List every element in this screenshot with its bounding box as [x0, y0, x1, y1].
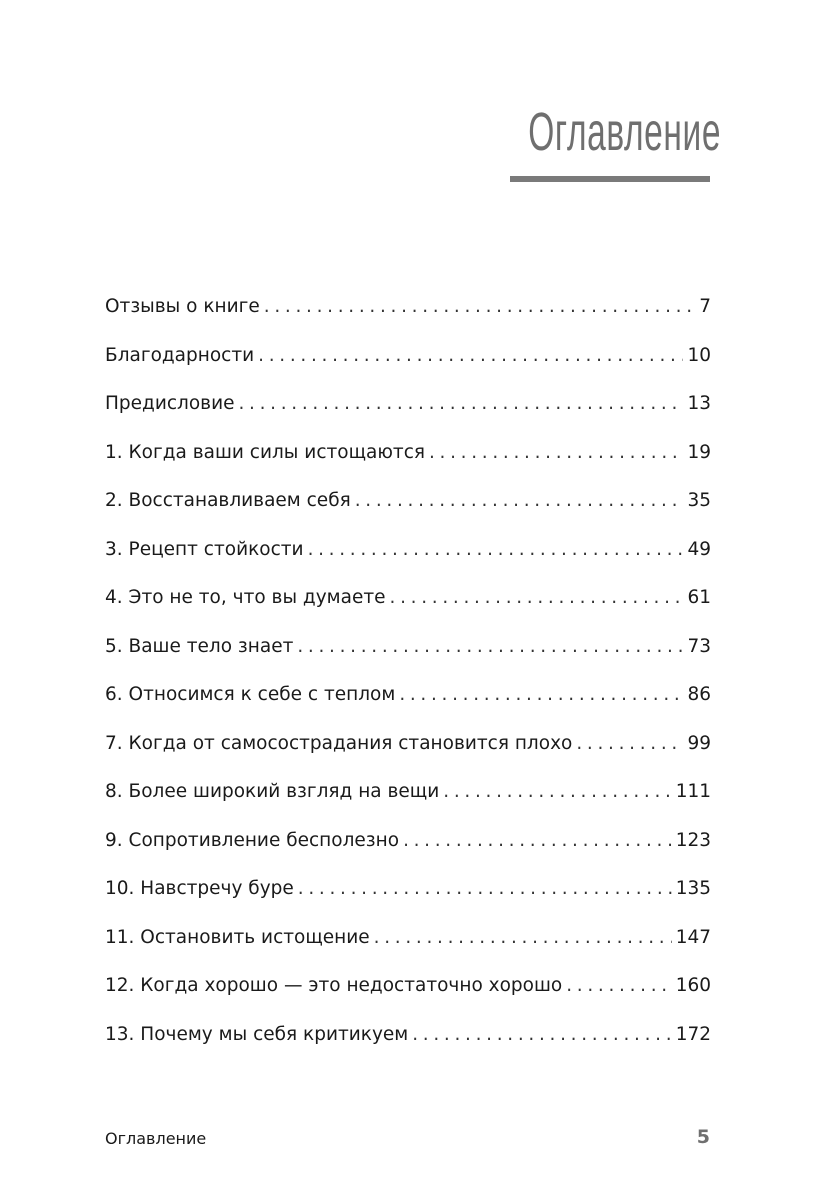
toc-entry-title: 4. Это не то, что вы думаете: [105, 587, 386, 608]
toc-entry-title: 7. Когда от самосострадания становится плохо: [105, 732, 573, 754]
page-title: Оглавление: [528, 102, 722, 162]
dot-leader: [308, 526, 684, 575]
dot-leader: [374, 914, 672, 963]
toc-entry-title: 2. Восстанавливаем себя: [105, 490, 351, 511]
dot-leader: [403, 817, 672, 866]
toc-entry-title: 8. Более широкий взгляд на вещи: [105, 781, 440, 802]
toc-entry-page: 49: [687, 538, 711, 560]
dot-leader: [355, 477, 684, 526]
dot-leader: [298, 865, 672, 914]
toc-entry-title: 6. Относимся к себе с теплом: [105, 684, 396, 705]
dot-leader: [429, 429, 683, 478]
toc-entry: [105, 332, 711, 381]
toc-entry-page: 13: [687, 393, 711, 414]
toc-entry: [105, 429, 711, 478]
toc-entry-page: 73: [687, 635, 711, 657]
toc-entry-page: 61: [687, 587, 711, 608]
toc-entry-page: 160: [675, 975, 711, 996]
toc-entry: [105, 865, 711, 914]
toc-entry-title: 9. Сопротивление бесполезно: [105, 829, 400, 851]
toc-entry-page: 86: [687, 684, 711, 705]
toc-entry-title: 1. Когда ваши силы истощаются: [105, 441, 425, 463]
toc-entry: [105, 671, 711, 720]
toc-entry: [105, 574, 711, 623]
title-block: [410, 92, 722, 172]
toc-entry: [105, 477, 711, 526]
page-number: 5: [696, 1126, 710, 1148]
toc-entry: [105, 962, 711, 1011]
toc-entry-title: 5. Ваше тело знает: [105, 635, 294, 657]
toc-entry: [105, 768, 711, 817]
toc-entry: [105, 283, 711, 332]
toc-entry: [105, 380, 711, 429]
toc-entry-page: 111: [675, 781, 711, 802]
toc-entry-title: 10. Навстречу буре: [105, 878, 294, 899]
dot-leader: [576, 720, 683, 769]
toc-entry: [105, 623, 711, 672]
toc-entry-page: 123: [675, 829, 711, 851]
dot-leader: [412, 1011, 671, 1060]
toc-entry-title: Благодарности: [105, 344, 255, 366]
toc-entry-page: 10: [687, 344, 711, 366]
toc-entry-title: 3. Рецепт стойкости: [105, 538, 304, 560]
table-of-contents: [105, 283, 711, 1059]
toc-entry-title: 13. Почему мы себя критикуем: [105, 1023, 409, 1045]
toc-entry-page: 7: [699, 296, 711, 317]
toc-entry-page: 135: [675, 878, 711, 899]
toc-entry-page: 147: [675, 926, 711, 948]
dot-leader: [297, 623, 683, 672]
dot-leader: [390, 574, 684, 623]
toc-entry-page: 172: [675, 1023, 711, 1045]
dot-leader: [443, 768, 671, 817]
toc-entry: [105, 720, 711, 769]
dot-leader: [238, 380, 683, 429]
toc-entry-page: 35: [687, 490, 711, 511]
title-underline: [510, 176, 710, 182]
toc-entry: [105, 1011, 711, 1060]
toc-entry-title: Отзывы о книге: [105, 296, 260, 317]
dot-leader: [566, 962, 671, 1011]
toc-entry-title: 11. Остановить истощение: [105, 926, 370, 948]
toc-entry: [105, 817, 711, 866]
toc-entry-title: 12. Когда хорошо — это недостаточно хорошо: [105, 975, 563, 996]
toc-entry-page: 19: [687, 441, 711, 463]
toc-entry-title: Предисловие: [105, 393, 235, 414]
dot-leader: [399, 671, 683, 720]
toc-entry: [105, 526, 711, 575]
toc-entry-page: 99: [687, 732, 711, 754]
dot-leader: [258, 332, 683, 381]
toc-entry: [105, 914, 711, 963]
running-footer-section: Оглавление: [105, 1129, 207, 1148]
dot-leader: [264, 283, 695, 332]
